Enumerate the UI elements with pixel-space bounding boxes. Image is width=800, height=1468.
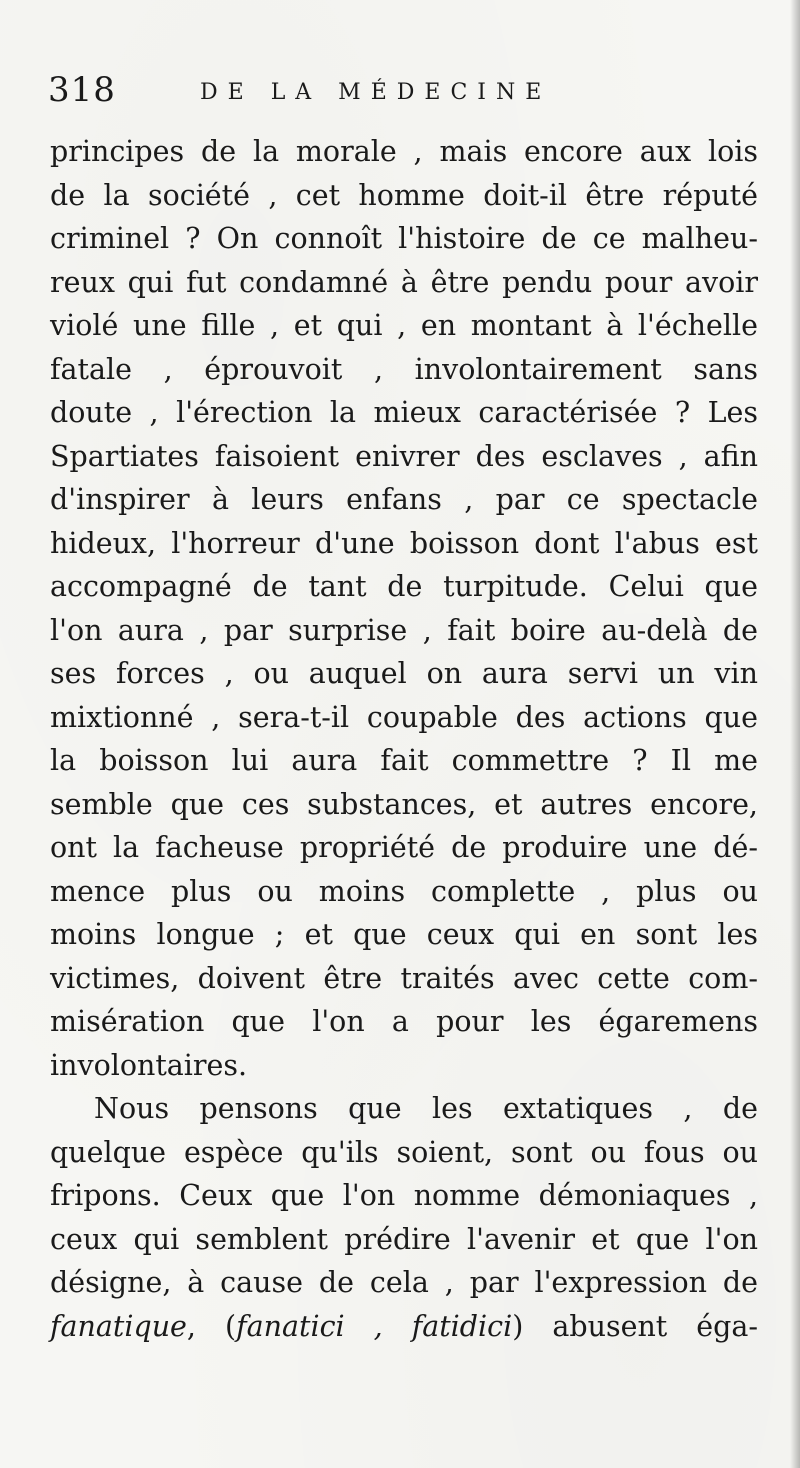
text-line: violé une fille , et qui , en montant à l'échelle [50,309,758,342]
text-line: mence plus ou moins complette , plus ou [50,874,758,908]
text-line: moins longue ; et que ceux qui en sont les [50,918,758,951]
text-line: principes de la morale , mais encore aux lois [50,135,758,168]
text-line: reux qui fut condamné à être pendu pour avoir [50,265,758,299]
text-line: d'inspirer à leurs enfans , par ce spectacle [50,483,758,516]
running-head: DE LA MÉDECINE [200,80,552,105]
page-header [48,70,768,120]
text-line: doute , l'érection la mieux caractérisée ? Les [50,396,758,429]
text-line: ont la facheuse propriété de produire une dé- [50,831,758,864]
text-line: semble que ces substances, et autres encore, [50,787,758,821]
text-line: fripons. Ceux que l'on nomme démoniaques , [50,1179,758,1212]
text-line: la boisson lui aura fait commettre ? Il me [50,744,758,777]
text-line: quelque espèce qu'ils soient, sont ou fous ou [50,1135,758,1169]
body-text [50,130,758,1348]
text-fragment: ) abusent éga- [512,1309,758,1343]
italic-terms: fanatici , fatidici [236,1309,513,1343]
italic-term: fanatique [50,1309,187,1343]
text-line: fatale , éprouvoit , involontairement sans [50,352,758,386]
text-line: Spartiates faisoient enivrer des esclaves , afin [50,439,758,473]
page-number: 318 [48,70,116,110]
text-line: désigne, à cause de cela , par l'expression de [50,1266,758,1299]
text-line: hideux, l'horreur d'une boisson dont l'abus est [50,526,758,560]
paragraph-end-line: involontaires. [50,1048,248,1082]
text-line: criminel ? On connoît l'histoire de ce malheu- [50,222,758,255]
page-edge-shadow [790,0,800,1468]
text-fragment: , ( [186,1309,237,1343]
text-line: victimes, doivent être traités avec cette com- [50,961,758,995]
text-line: l'on aura , par surprise , fait boire au-delà de [50,613,758,647]
text-line: ceux qui semblent prédire l'avenir et que l'on [50,1222,758,1256]
text-line: de la société , cet homme doit-il être réputé [50,178,758,212]
final-text-line [50,1305,758,1349]
text-line: ses forces , ou auquel on aura servi un vin [50,657,758,690]
paragraph-start-line: Nous pensons que les extatiques , de [94,1092,758,1125]
text-line: accompagné de tant de turpitude. Celui que [50,570,758,603]
text-line: mixtionné , sera-t-il coupable des actions que [50,700,758,734]
text-line: misération que l'on a pour les égaremens [50,1005,758,1038]
